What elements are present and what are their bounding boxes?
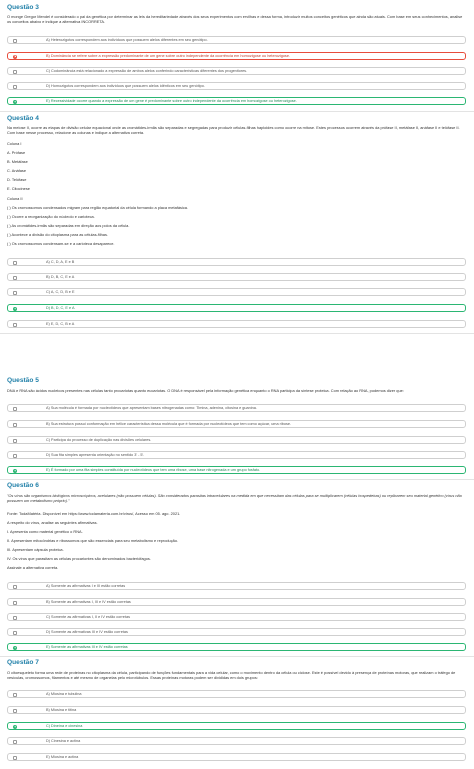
- empty-checkbox-icon: [13, 276, 17, 280]
- column-1-item: A. Prófase: [7, 150, 26, 155]
- divider: [0, 656, 474, 657]
- question-6-option-c[interactable]: [7, 613, 466, 621]
- column-1-title: Coluna I: [7, 141, 22, 146]
- question-3-option-a[interactable]: [7, 36, 466, 44]
- empty-checkbox-icon: [13, 693, 17, 697]
- question-7-stem: O citoesqueleto forma uma rede de proteínas no citoplasma da célula, participando de funções fundamentais para a vida celular, como o movimento dentro da célula ou ciclose. Este é possível devido à presença de proteínas motoras, que realizam o tráfego de vesículas, cromossomos, filamentos e até mesmo de organelas pelo microtúbulos. Essas proteínas motoras podem ser divididas em dois grupos:: [7, 670, 456, 681]
- empty-checkbox-icon: [13, 85, 17, 89]
- check-icon: [13, 100, 17, 104]
- question-4-stem: Na meiose II, ocorre as etapas de divisão celular equacional onde as cromátides-irmãs são separadas e segregadas para produzir células-filhas haploides como ocorre na mitose. Estes processos ocorrem através da prófase II, metáfase II, anáfase II e telófase II. Com base nesse processo, relacione as colunas e indique a alternativa correta.: [7, 125, 460, 136]
- check-icon: [13, 307, 17, 311]
- column-1-item: D. Telófase: [7, 177, 27, 182]
- option-label: D) B, D, C, E e A: [46, 306, 75, 311]
- x-icon: [13, 55, 17, 59]
- question-5-option-a[interactable]: [7, 404, 466, 412]
- empty-checkbox-icon: [13, 709, 17, 713]
- question-5-option-b[interactable]: [7, 420, 466, 428]
- question-5-title: Questão 5: [7, 377, 39, 384]
- option-label: E) Somente as afirmativas III e IV estão corretas: [46, 645, 128, 650]
- option-label: E) Recessividade ocorre quando a expressão de um gene é predominante sobre outro independente da ocorrência em homozigose ou heterozigose.: [46, 99, 297, 104]
- question-6-source: Fonte: TodaMatéria. Disponível em https://www.todamateria.com.br/virus/, Acesso em 05. ago. 2021.: [7, 511, 181, 516]
- option-label: B) Somente as afirmativas I, III e IV estão corretas: [46, 600, 131, 605]
- question-7-option-d[interactable]: [7, 737, 466, 745]
- empty-checkbox-icon: [13, 756, 17, 760]
- question-5-option-c[interactable]: [7, 436, 466, 444]
- question-7-option-e[interactable]: [7, 753, 466, 761]
- option-label: A) Heterozigotos correspondem aos indivíduos que possuem alelos diferentes em seu genótipo.: [46, 38, 208, 43]
- question-4-option-b[interactable]: [7, 273, 466, 281]
- question-4-option-a[interactable]: [7, 258, 466, 266]
- statement: III. Apresentam cápsula proteica.: [7, 547, 64, 552]
- empty-checkbox-icon: [13, 740, 17, 744]
- question-6-option-b[interactable]: [7, 598, 466, 606]
- option-label: A) Sua molécula é formada por nucleotídeos que apresentam bases nitrogenadas como: Timina, adenina, citosina e guanina.: [46, 406, 257, 411]
- question-7-title: Questão 7: [7, 659, 39, 666]
- column-2-item: ( ) Os cromossomos condensam-se e a carioteca desaparece.: [7, 241, 115, 246]
- question-7-option-a[interactable]: [7, 690, 466, 698]
- option-label: D) Somente as afirmativas III e IV estão corretas: [46, 630, 128, 635]
- question-7-option-b[interactable]: [7, 706, 466, 714]
- statement: IV. Os vírus que parasitam as células procariontes são denominados bacteriófagos.: [7, 556, 151, 561]
- column-2-item: ( ) Acontece a divisão do citoplasma para as células-filhas.: [7, 232, 108, 237]
- option-label: B) Dominância se refere sobre a expressão predominante de um gene sobre outro independente da ocorrência em homozigose ou heterozigose.: [46, 54, 290, 59]
- column-1-item: E. Citocinese: [7, 186, 30, 191]
- option-label: B) D, B, C, E e A: [46, 275, 75, 280]
- option-label: B) Miosina e titina: [46, 708, 77, 713]
- empty-checkbox-icon: [13, 585, 17, 589]
- statement: I. Apresenta como material genético o RNA.: [7, 529, 83, 534]
- question-7-option-c[interactable]: [7, 722, 466, 730]
- empty-checkbox-icon: [13, 423, 17, 427]
- column-2-item: ( ) As cromátides-irmãs são separadas em direção aos polos da célula.: [7, 223, 130, 228]
- column-2-item: ( ) Os cromossomos condensados migram para região equatorial da célula formando a placa metafásica.: [7, 205, 189, 210]
- empty-checkbox-icon: [13, 601, 17, 605]
- option-label: E) Miosina e actina: [46, 755, 79, 760]
- statement: II. Apresentam mitocôndrias e ribossomos que são essenciais para seu metabolismo e reprodução.: [7, 538, 179, 543]
- question-6-option-e[interactable]: [7, 643, 466, 651]
- question-3-option-c[interactable]: [7, 67, 466, 75]
- empty-checkbox-icon: [13, 439, 17, 443]
- question-3-title: Questão 3: [7, 4, 39, 11]
- column-2-item: ( ) Ocorre a reorganização do núcleolo e carioteca.: [7, 214, 95, 219]
- empty-checkbox-icon: [13, 39, 17, 43]
- option-label: E) E, D, C, B e A: [46, 322, 75, 327]
- question-3-stem: O monge Gregor Mendel é considerado o pai da genética por determinar as leis da hereditariedade através dos seus experimentos com ervilhas e dessa forma, introduzir muitos conceitos genéticos que ainda são atuais. Com base em seus conhecimentos, analise os conceitos abaixo e indique a alternativa INCORRETA.: [7, 14, 463, 25]
- question-6-option-a[interactable]: [7, 582, 466, 590]
- question-3-option-d[interactable]: [7, 82, 466, 90]
- question-4-title: Questão 4: [7, 115, 39, 122]
- option-label: D) Homozigotos correspondem aos indivíduos que possuem alelos idênticos em seu genótipo.: [46, 84, 205, 89]
- divider: [0, 479, 474, 480]
- question-5-option-d[interactable]: [7, 451, 466, 459]
- check-icon: [13, 725, 17, 729]
- option-label: E) É formado por uma fita simples constituída por nucleotídeos que tem uma ribose, uma base nitrogenada e um grupo fosfato.: [46, 468, 261, 473]
- option-label: C) Dineína e cinesina: [46, 724, 83, 729]
- question-5-stem: DNA e RNA são ácidos nucleicos presentes nas células tanto procariotas quanto eucariotas. O DNA é responsável pela informação genética enquanto o RNA participa da síntese proteica. Com relação ao RNA, podemos dizer que:: [7, 388, 404, 393]
- question-6-prompt: Assinale a alternativa correta.: [7, 565, 59, 570]
- divider: [0, 333, 474, 334]
- option-label: D) Sua fita simples apresenta orientação no sentido 3' - 5'.: [46, 453, 145, 458]
- column-2-title: Coluna II: [7, 196, 23, 201]
- question-3-option-b[interactable]: [7, 52, 466, 60]
- question-6-option-d[interactable]: [7, 628, 466, 636]
- option-label: C) Participa do processo de duplicação nas divisões celulares.: [46, 438, 152, 443]
- check-icon: [13, 469, 17, 473]
- question-5-option-e[interactable]: [7, 466, 466, 474]
- option-label: A) Somente as afirmativas I e III estão corretas: [46, 584, 126, 589]
- question-6-quote: "Os vírus são organismos biológicos microscópicos, acelulares (não possuem células). São considerados parasitas intracelulares na medida em que necessitam das células para se multiplicarem (células hospedeiras) ou replicarem seu material genético (vírus não possuem um metabolismo próprio).": [7, 493, 462, 504]
- option-label: D) Cinesina e actina: [46, 739, 81, 744]
- question-4-option-d[interactable]: [7, 304, 466, 312]
- empty-checkbox-icon: [13, 631, 17, 635]
- option-label: C) A, C, D, B e E: [46, 290, 75, 295]
- question-3-option-e[interactable]: [7, 97, 466, 105]
- option-label: A) C, D, A, E e B: [46, 260, 75, 265]
- option-label: B) Sua estrutura possui conformação em hélice característica dessa molécula que é formada por nucleotídeos que tem como açúcar, uma ribose.: [46, 422, 292, 427]
- divider: [0, 111, 474, 112]
- empty-checkbox-icon: [13, 70, 17, 74]
- empty-checkbox-icon: [13, 291, 17, 295]
- option-label: A) Miosina e tubulina: [46, 692, 82, 697]
- empty-checkbox-icon: [13, 323, 17, 327]
- question-4-option-c[interactable]: [7, 288, 466, 296]
- empty-checkbox-icon: [13, 407, 17, 411]
- check-icon: [13, 646, 17, 650]
- column-1-item: B. Metáfase: [7, 159, 28, 164]
- question-6-title: Questão 6: [7, 482, 39, 489]
- option-label: C) Somente as afirmativas I, II e IV estão corretas: [46, 615, 130, 620]
- empty-checkbox-icon: [13, 616, 17, 620]
- empty-checkbox-icon: [13, 454, 17, 458]
- column-1-item: C. Anáfase: [7, 168, 27, 173]
- option-label: C) Codominância está relacionado a expressão de ambos alelos conferindo características diferentes dos progenitores.: [46, 69, 248, 74]
- empty-checkbox-icon: [13, 261, 17, 265]
- question-4-option-e[interactable]: [7, 320, 466, 328]
- question-6-intro: A respeito do vírus, analise as seguintes afirmativas.: [7, 520, 98, 525]
